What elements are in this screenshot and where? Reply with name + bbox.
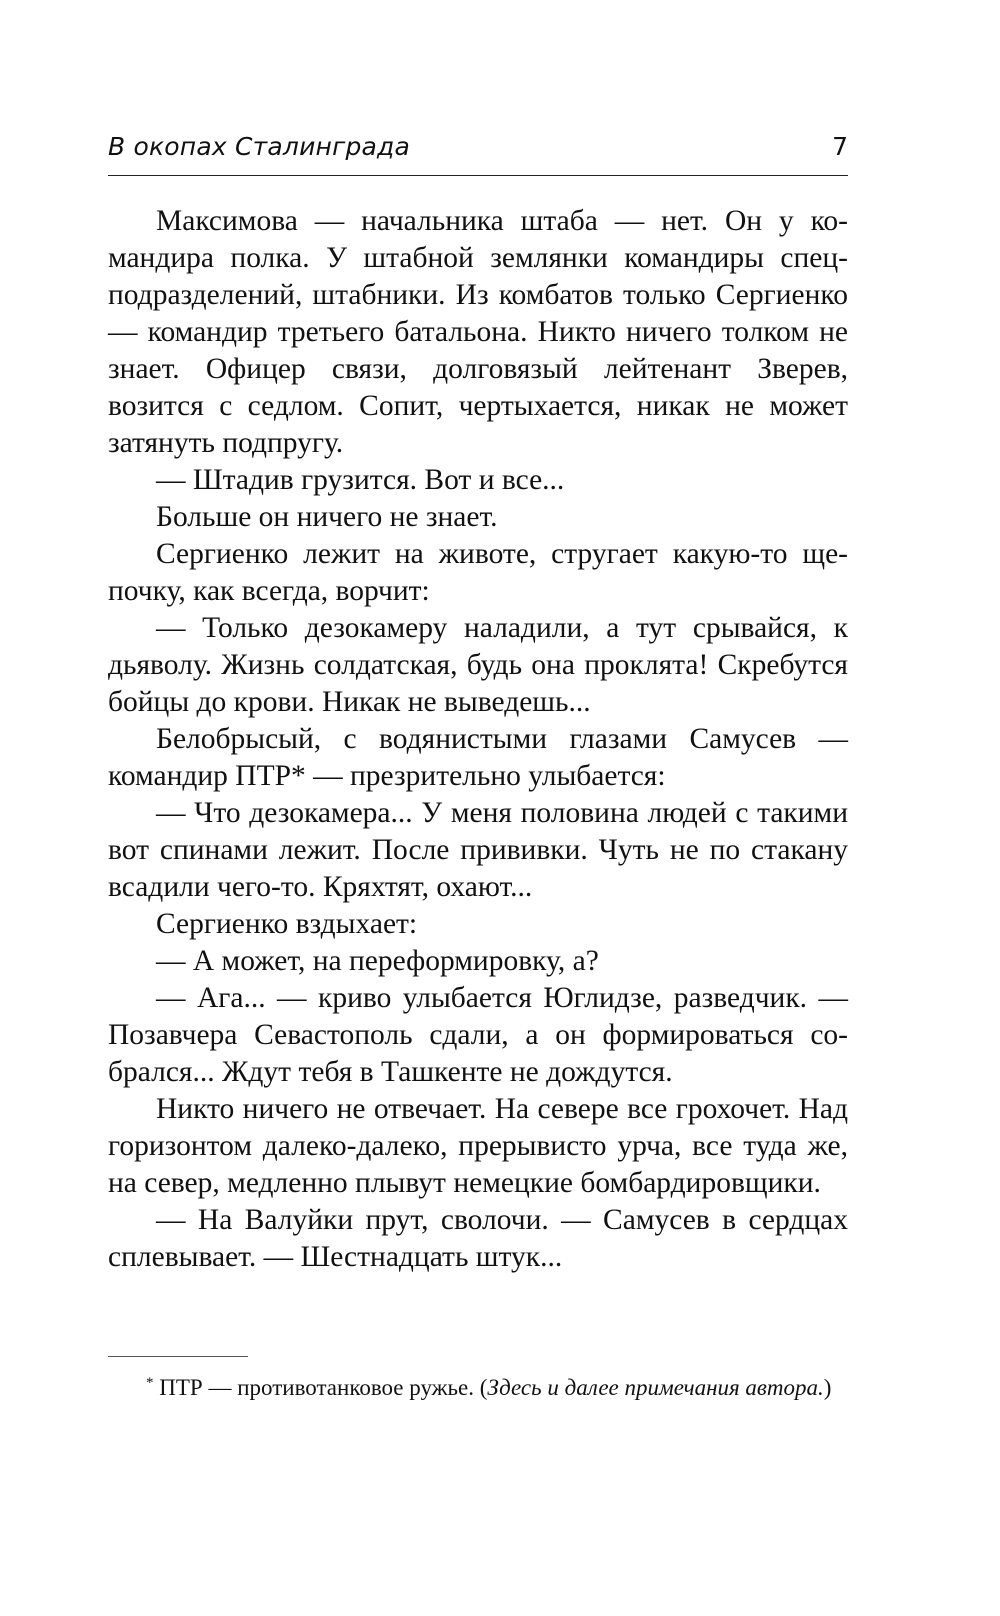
paragraph: — Ага... — криво улыбается Юглидзе, разведчик. — Позавчера Севастополь сдали, а он формироваться собрался... Ждут тебя в Ташкенте не дождутся. [108, 982, 848, 1088]
paragraph: — А может, на переформировку, а? [156, 945, 599, 977]
running-title: В окопах Сталинграда [108, 132, 411, 161]
page-number: 7 [832, 132, 848, 161]
footnote-term: ПТР — противотанковое ружье. [159, 1375, 474, 1400]
footnote-open-paren: ( [479, 1375, 488, 1400]
paragraph: Белобрысый, с водянистыми глазами Самусев — командир ПТР* — презрительно улыбается: [108, 723, 848, 792]
paragraph: — Штадив грузится. Вот и все... [156, 464, 565, 496]
paragraph: Сергиенко вздыхает: [156, 908, 418, 940]
body-text [108, 203, 848, 1276]
paragraph: Сергиенко лежит на животе, стругает какую-то щепочку, как всегда, ворчит: [108, 538, 848, 607]
paragraph: — Что дезокамера... У меня половина людей с такими вот спинами лежит. После прививки. Чуть не по стакану всадили чего-то. Кряхтят, охают... [108, 797, 848, 903]
paragraph: Больше он ничего не знает. [156, 501, 498, 533]
paragraph: — На Валуйки прут, сволочи. — Самусев в сердцах сплевывает. — Шестнадцать штук... [108, 1204, 848, 1273]
footnote-marker: * [146, 1375, 154, 1391]
paragraph: — Только дезокамеру наладили, а тут срывайся, к дьяволу. Жизнь солдатская, будь она проклята! Скребутся бойцы до крови. Никак не выведешь... [108, 612, 848, 718]
paragraph: Никто ничего не отвечает. На севере все грохочет. Над горизонтом далеко-далеко, прерывисто урча, все туда же, на север, медленно плывут немецкие бомбардировщики. [108, 1093, 848, 1199]
footnote-close-paren: ) [823, 1375, 832, 1400]
footnote-note: Здесь и далее примечания автора. [487, 1375, 824, 1400]
running-header [108, 126, 848, 176]
footnote-divider [108, 1356, 248, 1357]
paragraph: Максимова — начальника штаба — нет. Он у командира полка. У штабной землянки командиры спецподразделений, штабники. Из комбатов только Сергиенко — командир третьего батальона. Никто ничего толком не знает. Офицер связи, долговязый лейтенант Зверев, возится с седлом. Сопит, чертыхается, никак не может затянуть подпругу. [108, 205, 848, 459]
footnote [108, 1371, 848, 1405]
